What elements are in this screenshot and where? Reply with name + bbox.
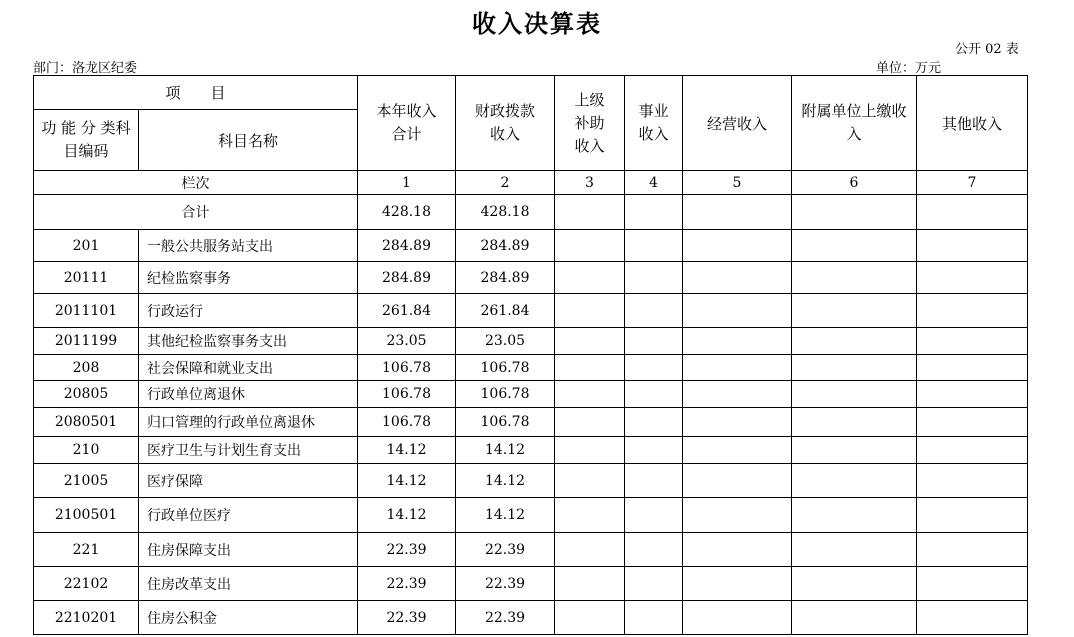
row-total-income: 14.12 [358, 464, 456, 498]
row-empty-cell [625, 294, 683, 328]
row-total-income: 23.05 [358, 328, 456, 355]
row-total-income: 106.78 [358, 408, 456, 437]
row-name: 住房改革支出 [139, 567, 358, 601]
row-total-income: 261.84 [358, 294, 456, 328]
row-empty-cell [917, 328, 1028, 355]
row-total-income: 22.39 [358, 533, 456, 567]
row-empty-cell [792, 498, 917, 533]
row-empty-cell [792, 328, 917, 355]
row-empty-cell [625, 601, 683, 635]
row-empty-cell [625, 328, 683, 355]
row-empty-cell [683, 328, 792, 355]
row-empty-cell [625, 230, 683, 262]
row-name: 住房保障支出 [139, 533, 358, 567]
row-empty-cell [555, 294, 625, 328]
row-empty-cell [683, 381, 792, 408]
row-empty-cell [683, 437, 792, 464]
table-row [34, 533, 1028, 567]
income-table [33, 75, 1028, 635]
row-empty-cell [683, 498, 792, 533]
total-label: 合计 [34, 195, 358, 230]
row-code: 22102 [34, 567, 139, 601]
row-empty-cell [683, 567, 792, 601]
row-fiscal-income: 14.12 [456, 498, 555, 533]
row-empty-cell [792, 262, 917, 294]
row-total-income: 22.39 [358, 601, 456, 635]
row-empty-cell [683, 533, 792, 567]
row-name: 纪检监察事务 [139, 262, 358, 294]
row-empty-cell [792, 437, 917, 464]
row-empty-cell [792, 464, 917, 498]
row-empty-cell [792, 230, 917, 262]
row-empty-cell [625, 408, 683, 437]
row-empty-cell [555, 328, 625, 355]
table-row [34, 437, 1028, 464]
row-empty-cell [792, 381, 917, 408]
row-fiscal-income: 23.05 [456, 328, 555, 355]
row-fiscal-income: 22.39 [456, 601, 555, 635]
row-code: 21005 [34, 464, 139, 498]
header-affiliated-income: 附属单位上缴收入 [792, 76, 917, 171]
column-index-7: 7 [917, 171, 1028, 195]
row-empty-cell [917, 437, 1028, 464]
row-code: 221 [34, 533, 139, 567]
row-empty-cell [917, 381, 1028, 408]
row-total-income: 106.78 [358, 381, 456, 408]
row-empty-cell [625, 533, 683, 567]
row-empty-cell [555, 381, 625, 408]
row-name: 住房公积金 [139, 601, 358, 635]
row-empty-cell [625, 437, 683, 464]
row-total-income: 14.12 [358, 498, 456, 533]
header-operating-income: 经营收入 [683, 76, 792, 171]
row-empty-cell [683, 262, 792, 294]
row-empty-cell [625, 355, 683, 381]
header-other-income: 其他收入 [917, 76, 1028, 171]
row-total-income: 284.89 [358, 230, 456, 262]
form-number: 公开 02 表 [955, 42, 1019, 57]
header-name: 科目名称 [139, 110, 358, 171]
row-code: 20805 [34, 381, 139, 408]
row-empty-cell [917, 601, 1028, 635]
row-empty-cell [555, 498, 625, 533]
row-empty-cell [683, 408, 792, 437]
page-title: 收入决算表 [472, 9, 602, 38]
row-empty-cell [792, 601, 917, 635]
row-empty-cell [625, 498, 683, 533]
row-total-income: 22.39 [358, 567, 456, 601]
row-code: 2011101 [34, 294, 139, 328]
column-index-5: 5 [683, 171, 792, 195]
row-empty-cell [917, 355, 1028, 381]
column-index-label: 栏次 [34, 171, 358, 195]
table-row [34, 262, 1028, 294]
row-empty-cell [917, 464, 1028, 498]
row-code: 208 [34, 355, 139, 381]
row-name: 一般公共服务站支出 [139, 230, 358, 262]
row-fiscal-income: 14.12 [456, 464, 555, 498]
row-name: 社会保障和就业支出 [139, 355, 358, 381]
row-name: 行政运行 [139, 294, 358, 328]
row-empty-cell [792, 355, 917, 381]
column-index-2: 2 [456, 171, 555, 195]
table-row [34, 355, 1028, 381]
column-index-6: 6 [792, 171, 917, 195]
table-row [34, 381, 1028, 408]
row-name: 其他纪检监察事务支出 [139, 328, 358, 355]
row-empty-cell [792, 533, 917, 567]
total-c2: 428.18 [456, 195, 555, 230]
row-empty-cell [917, 408, 1028, 437]
row-empty-cell [683, 464, 792, 498]
row-name: 行政单位离退休 [139, 381, 358, 408]
row-fiscal-income: 22.39 [456, 567, 555, 601]
row-code: 2080501 [34, 408, 139, 437]
row-empty-cell [792, 294, 917, 328]
row-code: 20111 [34, 262, 139, 294]
row-empty-cell [555, 601, 625, 635]
row-empty-cell [683, 294, 792, 328]
row-fiscal-income: 14.12 [456, 437, 555, 464]
header-code: 功 能 分 类科目编码 [34, 110, 139, 171]
row-empty-cell [917, 533, 1028, 567]
row-code: 2210201 [34, 601, 139, 635]
row-empty-cell [555, 464, 625, 498]
row-empty-cell [555, 262, 625, 294]
row-empty-cell [683, 230, 792, 262]
row-fiscal-income: 284.89 [456, 230, 555, 262]
column-index-4: 4 [625, 171, 683, 195]
department-label: 部门：洛龙区纪委 [33, 61, 138, 76]
row-name: 归口管理的行政单位离退休 [139, 408, 358, 437]
table-row [34, 567, 1028, 601]
row-empty-cell [555, 437, 625, 464]
row-empty-cell [917, 567, 1028, 601]
header-superior-subsidy: 上级补助收入 [555, 76, 625, 171]
row-fiscal-income: 106.78 [456, 381, 555, 408]
row-empty-cell [625, 262, 683, 294]
row-empty-cell [625, 381, 683, 408]
header-total-income: 本年收入合计 [358, 76, 456, 171]
column-index-1: 1 [358, 171, 456, 195]
row-empty-cell [555, 533, 625, 567]
column-index-3: 3 [555, 171, 625, 195]
row-empty-cell [792, 408, 917, 437]
row-name: 医疗卫生与计划生育支出 [139, 437, 358, 464]
row-code: 2100501 [34, 498, 139, 533]
row-empty-cell [555, 408, 625, 437]
table-row [34, 408, 1028, 437]
header-item: 项 目 [34, 76, 358, 110]
table-row [34, 464, 1028, 498]
header-fiscal-income: 财政拨款收入 [456, 76, 555, 171]
table-row [34, 601, 1028, 635]
row-code: 201 [34, 230, 139, 262]
table-row [34, 498, 1028, 533]
row-empty-cell [555, 230, 625, 262]
row-fiscal-income: 284.89 [456, 262, 555, 294]
row-fiscal-income: 106.78 [456, 355, 555, 381]
row-fiscal-income: 22.39 [456, 533, 555, 567]
row-fiscal-income: 261.84 [456, 294, 555, 328]
row-code: 2011199 [34, 328, 139, 355]
row-code: 210 [34, 437, 139, 464]
table-row [34, 294, 1028, 328]
row-empty-cell [792, 567, 917, 601]
row-empty-cell [917, 498, 1028, 533]
row-name: 医疗保障 [139, 464, 358, 498]
total-c1: 428.18 [358, 195, 456, 230]
row-total-income: 106.78 [358, 355, 456, 381]
row-empty-cell [555, 355, 625, 381]
row-empty-cell [555, 567, 625, 601]
row-fiscal-income: 106.78 [456, 408, 555, 437]
row-total-income: 284.89 [358, 262, 456, 294]
row-empty-cell [917, 262, 1028, 294]
row-empty-cell [683, 355, 792, 381]
table-row [34, 230, 1028, 262]
row-total-income: 14.12 [358, 437, 456, 464]
row-empty-cell [683, 601, 792, 635]
header-business-income: 事业收入 [625, 76, 683, 171]
row-empty-cell [625, 567, 683, 601]
row-empty-cell [917, 294, 1028, 328]
row-empty-cell [917, 230, 1028, 262]
row-empty-cell [625, 464, 683, 498]
table-row [34, 328, 1028, 355]
row-name: 行政单位医疗 [139, 498, 358, 533]
unit-label: 单位：万元 [876, 61, 942, 76]
